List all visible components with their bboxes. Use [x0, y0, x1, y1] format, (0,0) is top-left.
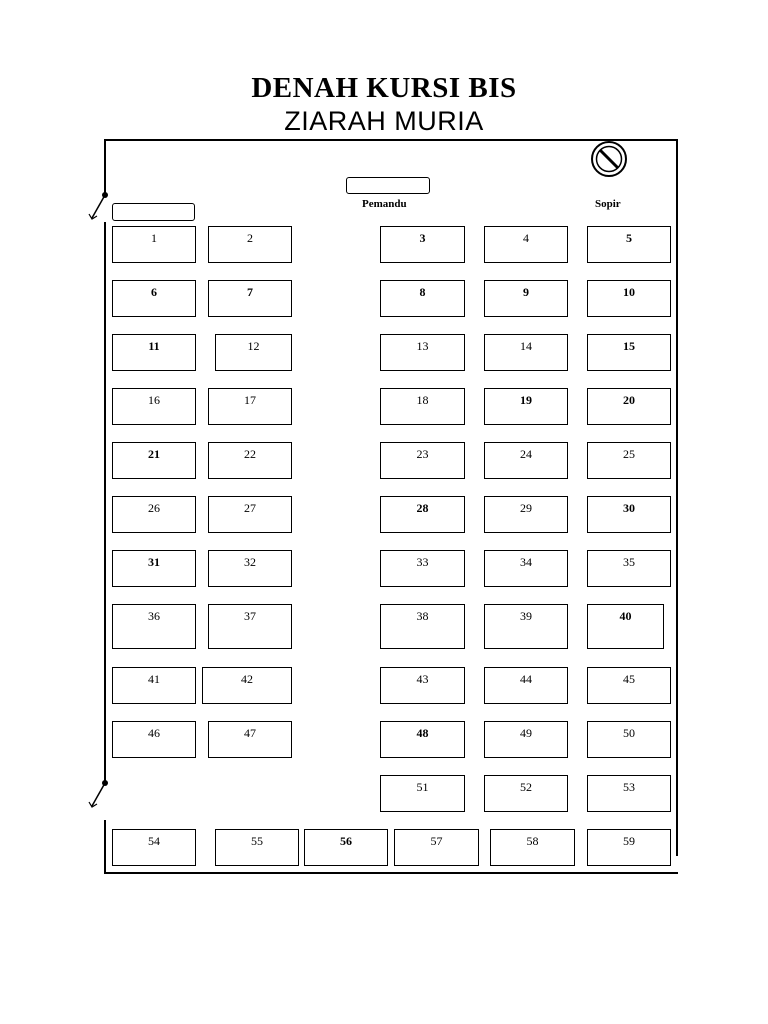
seat-39[interactable]: 39 [484, 604, 568, 649]
no-entry-icon [586, 139, 632, 179]
bus-left-wall-upper [104, 140, 106, 194]
seat-32[interactable]: 32 [208, 550, 292, 587]
seat-56[interactable]: 56 [304, 829, 388, 866]
seat-42[interactable]: 42 [202, 667, 292, 704]
seat-41[interactable]: 41 [112, 667, 196, 704]
seat-28[interactable]: 28 [380, 496, 465, 533]
seat-48[interactable]: 48 [380, 721, 465, 758]
seat-22[interactable]: 22 [208, 442, 292, 479]
seat-16[interactable]: 16 [112, 388, 196, 425]
driver-label: Sopir [595, 198, 621, 210]
seat-45[interactable]: 45 [587, 667, 671, 704]
seat-31[interactable]: 31 [112, 550, 196, 587]
seat-27[interactable]: 27 [208, 496, 292, 533]
seat-11[interactable]: 11 [112, 334, 196, 371]
seat-10[interactable]: 10 [587, 280, 671, 317]
seat-43[interactable]: 43 [380, 667, 465, 704]
bus-left-wall-middle [104, 222, 106, 782]
seat-26[interactable]: 26 [112, 496, 196, 533]
seat-47[interactable]: 47 [208, 721, 292, 758]
bus-bottom-wall [104, 872, 678, 874]
seat-52[interactable]: 52 [484, 775, 568, 812]
seat-21[interactable]: 21 [112, 442, 196, 479]
door-hinge-icon [86, 190, 110, 222]
seat-9[interactable]: 9 [484, 280, 568, 317]
seat-57[interactable]: 57 [394, 829, 479, 866]
seat-17[interactable]: 17 [208, 388, 292, 425]
seat-54[interactable]: 54 [112, 829, 196, 866]
seat-7[interactable]: 7 [208, 280, 292, 317]
seat-44[interactable]: 44 [484, 667, 568, 704]
bus-left-wall-lower [104, 820, 106, 873]
seat-12[interactable]: 12 [215, 334, 292, 371]
seat-5[interactable]: 5 [587, 226, 671, 263]
seat-40[interactable]: 40 [587, 604, 664, 649]
seat-34[interactable]: 34 [484, 550, 568, 587]
bus-right-wall [676, 139, 678, 856]
seat-55[interactable]: 55 [215, 829, 299, 866]
seat-15[interactable]: 15 [587, 334, 671, 371]
seat-20[interactable]: 20 [587, 388, 671, 425]
seat-14[interactable]: 14 [484, 334, 568, 371]
seat-8[interactable]: 8 [380, 280, 465, 317]
seat-6[interactable]: 6 [112, 280, 196, 317]
seat-51[interactable]: 51 [380, 775, 465, 812]
seat-1[interactable]: 1 [112, 226, 196, 263]
seat-38[interactable]: 38 [380, 604, 465, 649]
seat-35[interactable]: 35 [587, 550, 671, 587]
seat-25[interactable]: 25 [587, 442, 671, 479]
seat-29[interactable]: 29 [484, 496, 568, 533]
seat-53[interactable]: 53 [587, 775, 671, 812]
seat-23[interactable]: 23 [380, 442, 465, 479]
seat-46[interactable]: 46 [112, 721, 196, 758]
seat-50[interactable]: 50 [587, 721, 671, 758]
seat-2[interactable]: 2 [208, 226, 292, 263]
seat-33[interactable]: 33 [380, 550, 465, 587]
seat-18[interactable]: 18 [380, 388, 465, 425]
guide-label: Pemandu [362, 198, 407, 210]
seat-49[interactable]: 49 [484, 721, 568, 758]
seat-37[interactable]: 37 [208, 604, 292, 649]
door-hinge-icon [86, 778, 110, 810]
seat-58[interactable]: 58 [490, 829, 575, 866]
entry-seat-box [112, 203, 195, 221]
guide-seat-box [346, 177, 430, 194]
seat-4[interactable]: 4 [484, 226, 568, 263]
seat-13[interactable]: 13 [380, 334, 465, 371]
seat-36[interactable]: 36 [112, 604, 196, 649]
seat-59[interactable]: 59 [587, 829, 671, 866]
seat-24[interactable]: 24 [484, 442, 568, 479]
seat-30[interactable]: 30 [587, 496, 671, 533]
seat-19[interactable]: 19 [484, 388, 568, 425]
page-title: DENAH KURSI BIS [251, 72, 517, 104]
seat-3[interactable]: 3 [380, 226, 465, 263]
page-subtitle: ZIARAH MURIA [284, 106, 484, 136]
